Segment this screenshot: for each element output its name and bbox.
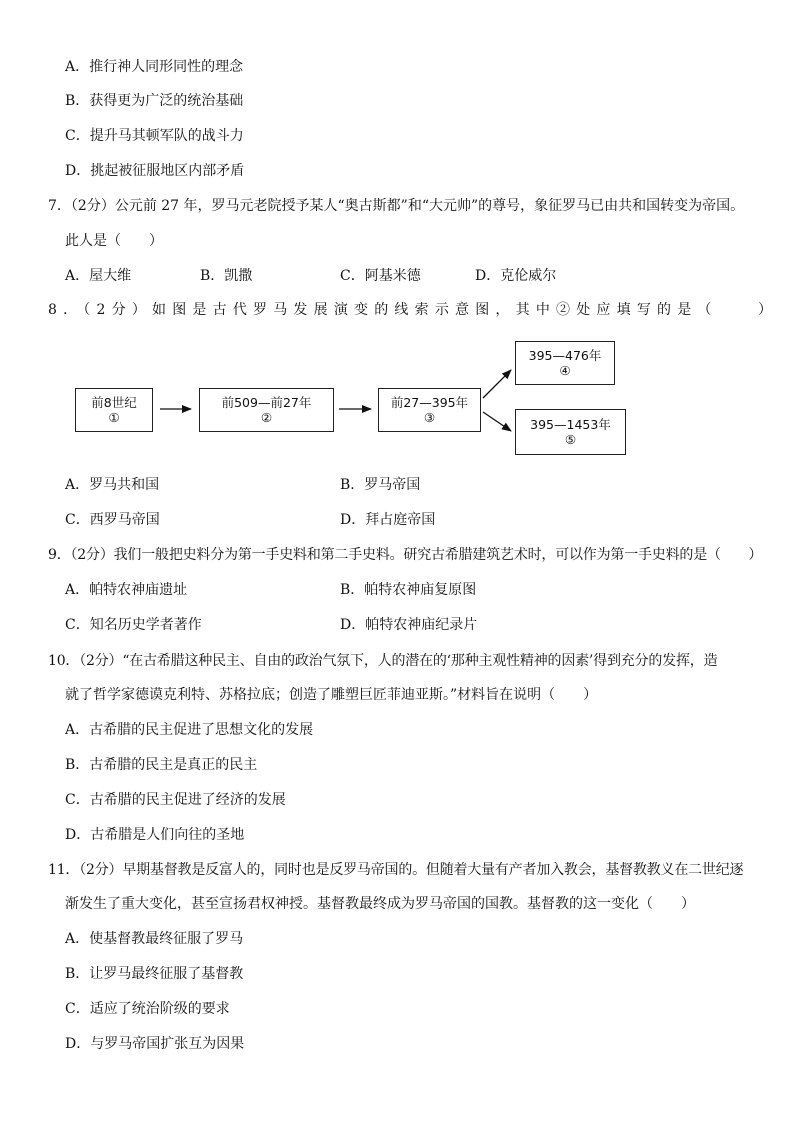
q7-option-b: B．凯撒	[200, 268, 253, 284]
q11-option-d: D．与罗马帝国扩张互为因果	[65, 1036, 245, 1052]
q9-option-a: A．帕特农神庙遗址	[65, 582, 188, 598]
q10-stem-line2: 就了哲学家德谟克利特、苏格拉底；创造了雕塑巨匠菲迪亚斯。”材料旨在说明（ ）	[65, 687, 598, 703]
arrow-3-to-5	[483, 412, 511, 431]
diagram-box-1-period: 前8世纪	[91, 395, 137, 410]
q8-option-d: D．拜占庭帝国	[340, 512, 436, 528]
q11-option-a: A．使基督教最终征服了罗马	[65, 931, 244, 947]
diagram-box-2-period: 前509—前27年	[221, 395, 312, 410]
q8-option-a: A．罗马共和国	[65, 477, 160, 493]
q11-stem-line1: 11．（2分）早期基督教是反富人的，同时也是反罗马帝国的。但随着大量有产者加入教会，基督教教义在二世纪逐	[48, 862, 744, 878]
diagram-box-4-marker: ④	[559, 363, 571, 378]
diagram-box-1-marker: ①	[108, 410, 120, 425]
q7-option-d: D．克伦威尔	[475, 268, 557, 284]
q10-option-d: D．古希腊是人们向往的圣地	[65, 827, 245, 843]
q7-option-a: A．屋大维	[65, 268, 132, 284]
q10-stem-line1: 10．（2分）“在古希腊这种民主、自由的政治气氛下，人的潜在的‘那种主观性精神的因素’得到充分的发挥，造	[48, 653, 718, 669]
q10-option-b: B．古希腊的民主是真正的民主	[65, 757, 258, 773]
q6-option-c: C．提升马其顿军队的战斗力	[65, 128, 244, 144]
q9-stem: 9．（2分）我们一般把史料分为第一手史料和第二手史料。研究古希腊建筑艺术时，可以作为第一手史料的是（ ）	[48, 547, 763, 563]
q6-option-a: A．推行神人同形同性的理念	[65, 59, 244, 75]
q8-option-c: C．西罗马帝国	[65, 512, 160, 528]
q8-option-b: B．罗马帝国	[340, 477, 421, 493]
diagram-box-3-marker: ③	[423, 410, 436, 425]
q9-option-d: D．帕特农神庙纪录片	[340, 617, 478, 633]
q10-option-c: C．古希腊的民主促进了经济的发展	[65, 792, 286, 808]
diagram-box-5-marker: ⑤	[564, 432, 577, 447]
q6-option-d: D．挑起被征服地区内部矛盾	[65, 163, 245, 179]
q8-stem: 8．（2分）如图是古代罗马发展演变的线索示意图，其中②处应填写的是（ ）	[48, 302, 779, 318]
q11-option-b: B．让罗马最终征服了基督教	[65, 966, 244, 982]
q9-option-b: B．帕特农神庙复原图	[340, 582, 477, 598]
q7-stem-line1: 7．（2分）公元前 27 年，罗马元老院授予某人“奥古斯都”和“大元帅”的尊号，象征罗马已由共和国转变为帝国。	[48, 198, 745, 214]
q11-stem-line2: 渐发生了重大变化，甚至宣扬君权神授。基督教最终成为罗马帝国的国教。基督教的这一变化（ ）	[65, 896, 695, 912]
q10-option-a: A．古希腊的民主促进了思想文化的发展	[65, 722, 314, 738]
diagram-box-2-marker: ②	[260, 410, 273, 425]
arrow-3-to-4	[483, 370, 511, 398]
diagram-box-4-period: 395—476年	[528, 348, 602, 363]
q9-option-c: C．知名历史学者著作	[65, 617, 202, 633]
q7-option-c: C．阿基米德	[340, 268, 421, 284]
diagram-box-5-period: 395—1453年	[530, 417, 611, 432]
q7-stem-line2: 此人是（ ）	[65, 233, 163, 249]
diagram-box-3-period: 前27—395年	[390, 395, 469, 410]
q6-option-b: B．获得更为广泛的统治基础	[65, 93, 244, 109]
q11-option-c: C．适应了统治阶级的要求	[65, 1001, 230, 1017]
